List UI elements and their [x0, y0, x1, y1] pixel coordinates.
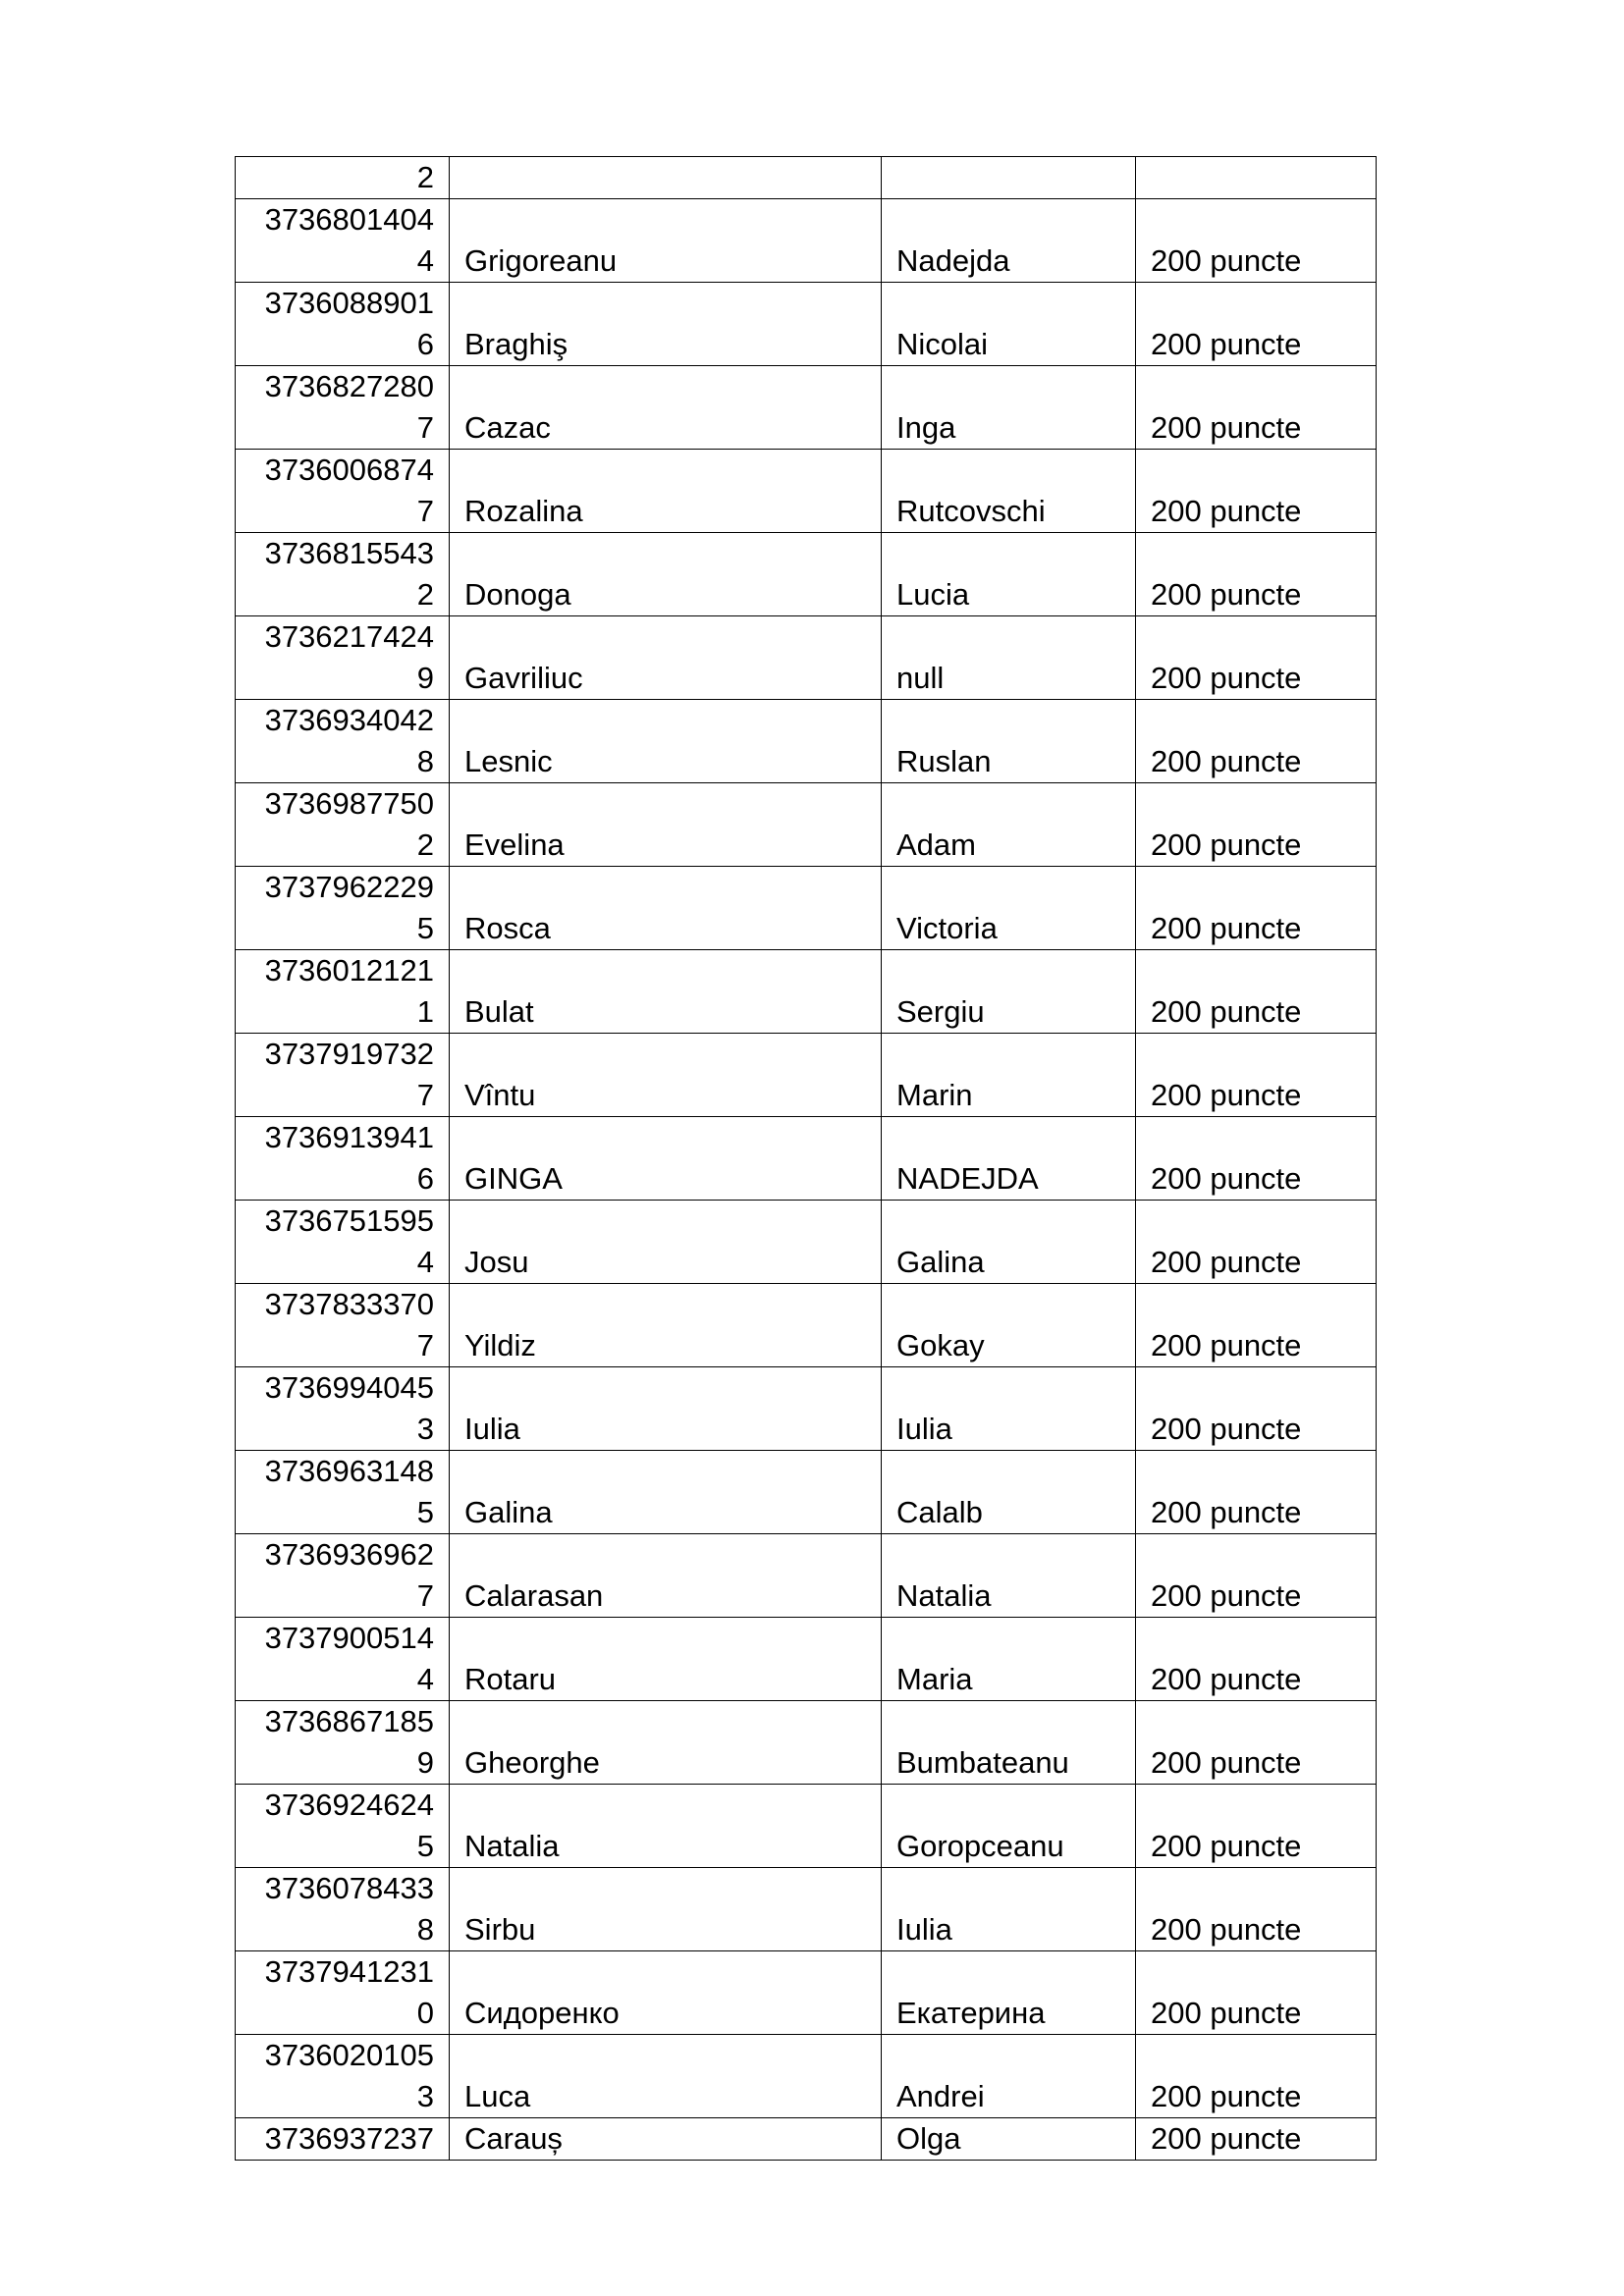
name-cell: Gokay	[882, 1284, 1136, 1367]
points-cell	[1136, 157, 1377, 199]
points-cell: 200 puncte	[1136, 2118, 1377, 2161]
table-row	[236, 950, 1377, 1034]
phone-line-2: 6	[416, 1161, 434, 1196]
table-row	[236, 700, 1377, 783]
phone-number: 2	[416, 160, 434, 194]
phone-line-1: 3736913941	[264, 1120, 434, 1154]
table-row	[236, 450, 1377, 533]
phone-line-1: 3736987750	[264, 786, 434, 821]
points-cell: 200 puncte	[1136, 450, 1377, 533]
table-row	[236, 1284, 1377, 1367]
points-cell: 200 puncte	[1136, 616, 1377, 700]
points-cell: 200 puncte	[1136, 950, 1377, 1034]
name-cell: Inga	[882, 366, 1136, 450]
phone-cell	[236, 1451, 450, 1534]
phone-line-2: 4	[416, 243, 434, 278]
surname-cell: Grigoreanu	[450, 199, 882, 283]
phone-line-2: 4	[416, 1662, 434, 1696]
name-cell: Marin	[882, 1034, 1136, 1117]
phone-cell	[236, 533, 450, 616]
surname-cell: Lesnic	[450, 700, 882, 783]
surname-cell: Natalia	[450, 1785, 882, 1868]
phone-cell	[236, 283, 450, 366]
name-cell: Natalia	[882, 1534, 1136, 1618]
phone-line-1: 3736012121	[264, 953, 434, 988]
surname-cell: Sirbu	[450, 1868, 882, 1951]
phone-cell	[236, 2035, 450, 2118]
phone-line-2: 5	[416, 911, 434, 945]
phone-line-1: 3736963148	[264, 1454, 434, 1488]
phone-line-1: 3737941231	[264, 1954, 434, 1989]
phone-line-2: 5	[416, 1829, 434, 1863]
table-row	[236, 1951, 1377, 2035]
surname-cell	[450, 157, 882, 199]
points-cell: 200 puncte	[1136, 783, 1377, 867]
phone-cell	[236, 1034, 450, 1117]
phone-line-2: 7	[416, 1078, 434, 1112]
table-row	[236, 1785, 1377, 1868]
points-cell: 200 puncte	[1136, 700, 1377, 783]
phone-line-1: 3737962229	[264, 870, 434, 904]
phone-cell	[236, 366, 450, 450]
winners-table-body	[236, 157, 1377, 2161]
phone-cell	[236, 616, 450, 700]
name-cell: Sergiu	[882, 950, 1136, 1034]
phone-line-2: 7	[416, 410, 434, 445]
phone-cell	[236, 450, 450, 533]
surname-cell: Calarasan	[450, 1534, 882, 1618]
phone-line-2: 3	[416, 1412, 434, 1446]
phone-line-1: 3736924624	[264, 1788, 434, 1822]
table-row	[236, 1201, 1377, 1284]
phone-line-2: 9	[416, 661, 434, 695]
phone-line-1: 3737900514	[264, 1621, 434, 1655]
phone-cell	[236, 783, 450, 867]
phone-line-1: 3736006874	[264, 453, 434, 487]
phone-line-2: 3	[416, 2079, 434, 2113]
table-row	[236, 1117, 1377, 1201]
points-cell: 200 puncte	[1136, 1785, 1377, 1868]
points-cell: 200 puncte	[1136, 1534, 1377, 1618]
table-row	[236, 867, 1377, 950]
phone-line-2: 6	[416, 327, 434, 361]
phone-cell	[236, 867, 450, 950]
name-cell: Adam	[882, 783, 1136, 867]
phone-line-1: 3736934042	[264, 703, 434, 737]
surname-cell: Bulat	[450, 950, 882, 1034]
points-cell: 200 puncte	[1136, 366, 1377, 450]
surname-cell: Iulia	[450, 1367, 882, 1451]
points-cell: 200 puncte	[1136, 1117, 1377, 1201]
name-cell: Goropceanu	[882, 1785, 1136, 1868]
surname-cell: Gavriliuc	[450, 616, 882, 700]
surname-cell: Donoga	[450, 533, 882, 616]
points-cell: 200 puncte	[1136, 867, 1377, 950]
table-row	[236, 1367, 1377, 1451]
name-cell: Nadejda	[882, 199, 1136, 283]
surname-cell: GINGA	[450, 1117, 882, 1201]
points-cell: 200 puncte	[1136, 533, 1377, 616]
points-cell: 200 puncte	[1136, 1367, 1377, 1451]
table-row	[236, 1618, 1377, 1701]
name-cell: Galina	[882, 1201, 1136, 1284]
phone-line-2: 8	[416, 744, 434, 778]
table-row	[236, 1868, 1377, 1951]
name-cell: Andrei	[882, 2035, 1136, 2118]
phone-line-2: 7	[416, 494, 434, 528]
table-row	[236, 783, 1377, 867]
points-cell: 200 puncte	[1136, 1701, 1377, 1785]
phone-cell	[236, 950, 450, 1034]
name-cell: Iulia	[882, 1868, 1136, 1951]
surname-cell: Cazac	[450, 366, 882, 450]
surname-cell: Luca	[450, 2035, 882, 2118]
phone-line-1: 3737919732	[264, 1037, 434, 1071]
phone-line-2: 9	[416, 1745, 434, 1780]
table-row	[236, 283, 1377, 366]
points-cell: 200 puncte	[1136, 1618, 1377, 1701]
points-cell: 200 puncte	[1136, 1451, 1377, 1534]
phone-line-2: 8	[416, 1912, 434, 1947]
surname-cell: Vîntu	[450, 1034, 882, 1117]
surname-cell: Josu	[450, 1201, 882, 1284]
phone-cell	[236, 1951, 450, 2035]
table-row	[236, 157, 1377, 199]
surname-cell: Rotaru	[450, 1618, 882, 1701]
phone-cell	[236, 1201, 450, 1284]
phone-line-2: 2	[416, 828, 434, 862]
phone-line-1: 3736078433	[264, 1871, 434, 1905]
points-cell: 200 puncte	[1136, 199, 1377, 283]
phone-cell	[236, 1284, 450, 1367]
phone-cell	[236, 2118, 450, 2161]
surname-cell: Сидоренко	[450, 1951, 882, 2035]
surname-cell: Rozalina	[450, 450, 882, 533]
phone-line-2: 0	[416, 1996, 434, 2030]
surname-cell: Rosca	[450, 867, 882, 950]
table-row	[236, 199, 1377, 283]
points-cell: 200 puncte	[1136, 1951, 1377, 2035]
points-cell: 200 puncte	[1136, 1034, 1377, 1117]
phone-cell	[236, 1618, 450, 1701]
name-cell: Екатерина	[882, 1951, 1136, 2035]
name-cell: Rutcovschi	[882, 450, 1136, 533]
table-row	[236, 1701, 1377, 1785]
name-cell: Maria	[882, 1618, 1136, 1701]
surname-cell: Gheorghe	[450, 1701, 882, 1785]
points-cell: 200 puncte	[1136, 1284, 1377, 1367]
phone-line-2: 5	[416, 1495, 434, 1529]
name-cell: null	[882, 616, 1136, 700]
phone-line-1: 3736217424	[264, 619, 434, 654]
surname-cell: Galina	[450, 1451, 882, 1534]
phone-line-1: 3736994045	[264, 1370, 434, 1405]
phone-cell	[236, 1701, 450, 1785]
table-row	[236, 1534, 1377, 1618]
points-cell: 200 puncte	[1136, 2035, 1377, 2118]
name-cell: Olga	[882, 2118, 1136, 2161]
phone-line-1: 3736815543	[264, 536, 434, 570]
phone-cell	[236, 1868, 450, 1951]
phone-cell	[236, 199, 450, 283]
phone-line-2: 7	[416, 1578, 434, 1613]
name-cell: Nicolai	[882, 283, 1136, 366]
phone-line-2: 4	[416, 1245, 434, 1279]
phone-line-1: 3736827280	[264, 369, 434, 403]
name-cell: Lucia	[882, 533, 1136, 616]
phone-line-1: 3736751595	[264, 1203, 434, 1238]
phone-line-1: 3736936962	[264, 1537, 434, 1572]
surname-cell: Carauș	[450, 2118, 882, 2161]
phone-cell	[236, 1117, 450, 1201]
phone-cell	[236, 157, 450, 199]
surname-cell: Braghiş	[450, 283, 882, 366]
name-cell: Ruslan	[882, 700, 1136, 783]
points-cell: 200 puncte	[1136, 1868, 1377, 1951]
points-cell: 200 puncte	[1136, 283, 1377, 366]
phone-line-1: 3736801404	[264, 202, 434, 237]
name-cell: Victoria	[882, 867, 1136, 950]
phone-cell	[236, 1785, 450, 1868]
table-row	[236, 1034, 1377, 1117]
surname-cell: Evelina	[450, 783, 882, 867]
name-cell: Bumbateanu	[882, 1701, 1136, 1785]
winners-table	[235, 156, 1377, 2161]
name-cell: Calalb	[882, 1451, 1136, 1534]
phone-line-1: 3736867185	[264, 1704, 434, 1738]
points-cell: 200 puncte	[1136, 1201, 1377, 1284]
surname-cell: Yildiz	[450, 1284, 882, 1367]
phone-line-2: 7	[416, 1328, 434, 1362]
phone-cell	[236, 1534, 450, 1618]
table-row	[236, 533, 1377, 616]
phone-cell	[236, 700, 450, 783]
table-row	[236, 2118, 1377, 2161]
phone-number: 3736937237	[264, 2121, 434, 2156]
name-cell	[882, 157, 1136, 199]
table-row	[236, 366, 1377, 450]
table-row	[236, 2035, 1377, 2118]
phone-line-1: 3737833370	[264, 1287, 434, 1321]
phone-cell	[236, 1367, 450, 1451]
phone-line-1: 3736020105	[264, 2038, 434, 2072]
phone-line-2: 2	[416, 577, 434, 612]
phone-line-1: 3736088901	[264, 286, 434, 320]
name-cell: Iulia	[882, 1367, 1136, 1451]
name-cell: NADEJDA	[882, 1117, 1136, 1201]
table-row	[236, 616, 1377, 700]
table-row	[236, 1451, 1377, 1534]
phone-line-2: 1	[416, 994, 434, 1029]
